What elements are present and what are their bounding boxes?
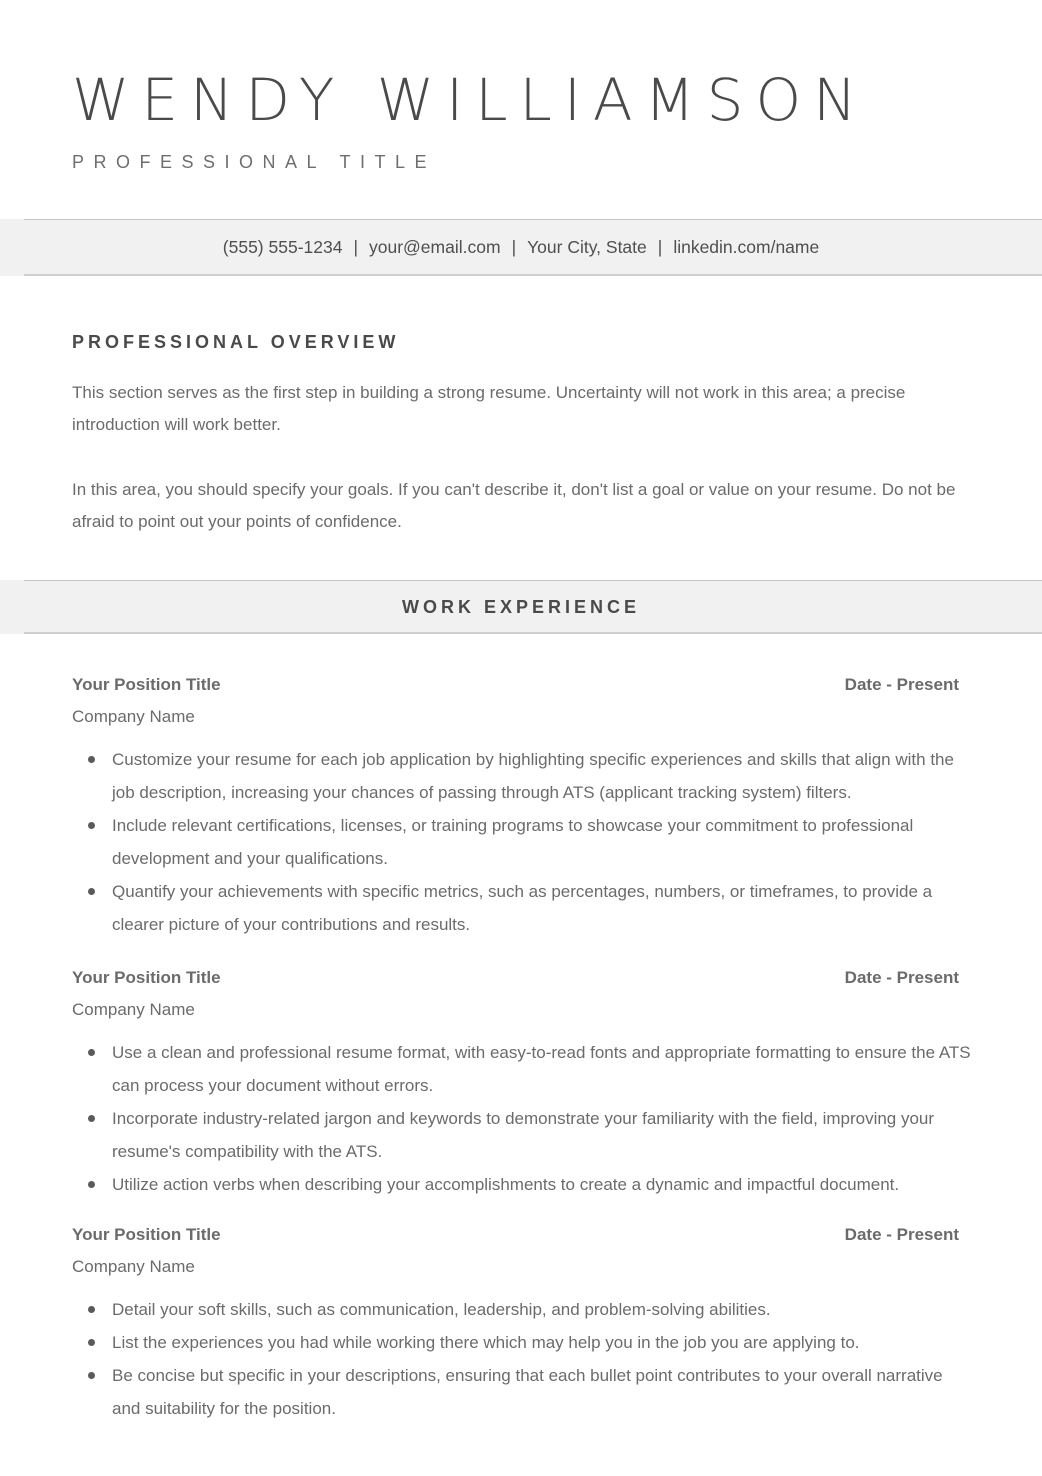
- bullet-icon: [88, 1115, 95, 1122]
- job-entry: [72, 962, 972, 1201]
- bullet-icon: [88, 1049, 95, 1056]
- bullet-item: [72, 809, 972, 875]
- contact-location: Your City, State: [527, 237, 647, 257]
- bullet-text: Use a clean and professional resume format, with easy-to-read fonts and appropriate formatting to ensure the ATS can process your document without errors.: [112, 1043, 971, 1095]
- bullet-text: Customize your resume for each job application by highlighting specific experiences and skills that align with the job description, increasing your chances of passing through ATS (applicant tracking system) filters.: [112, 750, 954, 802]
- overview-paragraph: In this area, you should specify your goals. If you can't describe it, don't list a goal or value on your resume. Do not be afraid to point out your points of confidence.: [72, 480, 956, 531]
- job-bullets: [72, 743, 972, 941]
- position-title: Your Position Title: [72, 1225, 221, 1244]
- contact-separator: |: [511, 237, 517, 257]
- bullet-item: [72, 1293, 972, 1326]
- overview-paragraph: This section serves as the first step in building a strong resume. Uncertainty will not work in this area; a precise introduction will work better.: [72, 383, 906, 434]
- bullet-icon: [88, 822, 95, 829]
- company-name: Company Name: [72, 1257, 195, 1276]
- bullet-icon: [88, 1181, 95, 1188]
- bullet-icon: [88, 1306, 95, 1313]
- job-bullets: [72, 1036, 972, 1201]
- contact-line: [0, 219, 1042, 276]
- contact-separator: |: [657, 237, 663, 257]
- contact-email: your@email.com: [369, 237, 501, 257]
- job-date: Date - Present: [844, 675, 959, 694]
- bullet-item: [72, 743, 972, 809]
- bullet-item: [72, 875, 972, 941]
- bullet-text: Be concise but specific in your descriptions, ensuring that each bullet point contributes to your overall narrative and suitability for the position.: [112, 1366, 943, 1418]
- divider: [24, 632, 1042, 634]
- bullet-icon: [88, 888, 95, 895]
- overview-heading: PROFESSIONAL OVERVIEW: [72, 332, 400, 352]
- bullet-item: [72, 1036, 972, 1102]
- contact-linkedin: linkedin.com/name: [673, 237, 820, 257]
- bullet-text: Include relevant certifications, licenses, or training programs to showcase your commitment to professional development and your qualifications.: [112, 816, 914, 868]
- company-name: Company Name: [72, 707, 195, 726]
- position-title: Your Position Title: [72, 968, 221, 987]
- bullet-icon: [88, 1339, 95, 1346]
- professional-title: PROFESSIONAL TITLE: [72, 152, 437, 172]
- work-experience-band: [0, 580, 1042, 634]
- bullet-item: [72, 1102, 972, 1168]
- job-bullets: [72, 1293, 972, 1425]
- bullet-text: Detail your soft skills, such as communication, leadership, and problem-solving abilities.: [112, 1300, 771, 1319]
- job-date: Date - Present: [844, 968, 959, 987]
- bullet-text: Quantify your achievements with specific metrics, such as percentages, numbers, or timeframes, to provide a clearer picture of your contributions and results.: [112, 882, 933, 934]
- resume-name: WENDY WILLIAMSON: [72, 66, 869, 134]
- work-experience-heading: WORK EXPERIENCE: [401, 596, 641, 617]
- bullet-text: List the experiences you had while working there which may help you in the job you are applying to.: [112, 1333, 860, 1352]
- contact-phone: (555) 555-1234: [222, 237, 343, 257]
- contact-band: [0, 219, 1042, 276]
- bullet-text: Incorporate industry-related jargon and keywords to demonstrate your familiarity with the field, improving your resume's compatibility with the ATS.: [112, 1109, 935, 1161]
- bullet-item: [72, 1326, 972, 1359]
- bullet-item: [72, 1359, 972, 1425]
- divider: [24, 274, 1042, 276]
- job-entry: [72, 669, 972, 941]
- company-name: Company Name: [72, 1000, 195, 1019]
- position-title: Your Position Title: [72, 675, 221, 694]
- bullet-icon: [88, 1372, 95, 1379]
- bullet-icon: [88, 756, 95, 763]
- bullet-item: [72, 1168, 972, 1201]
- contact-separator: |: [353, 237, 358, 257]
- bullet-text: Utilize action verbs when describing your accomplishments to create a dynamic and impactful document.: [112, 1175, 900, 1194]
- job-entry: [72, 1219, 972, 1425]
- job-date: Date - Present: [844, 1225, 959, 1244]
